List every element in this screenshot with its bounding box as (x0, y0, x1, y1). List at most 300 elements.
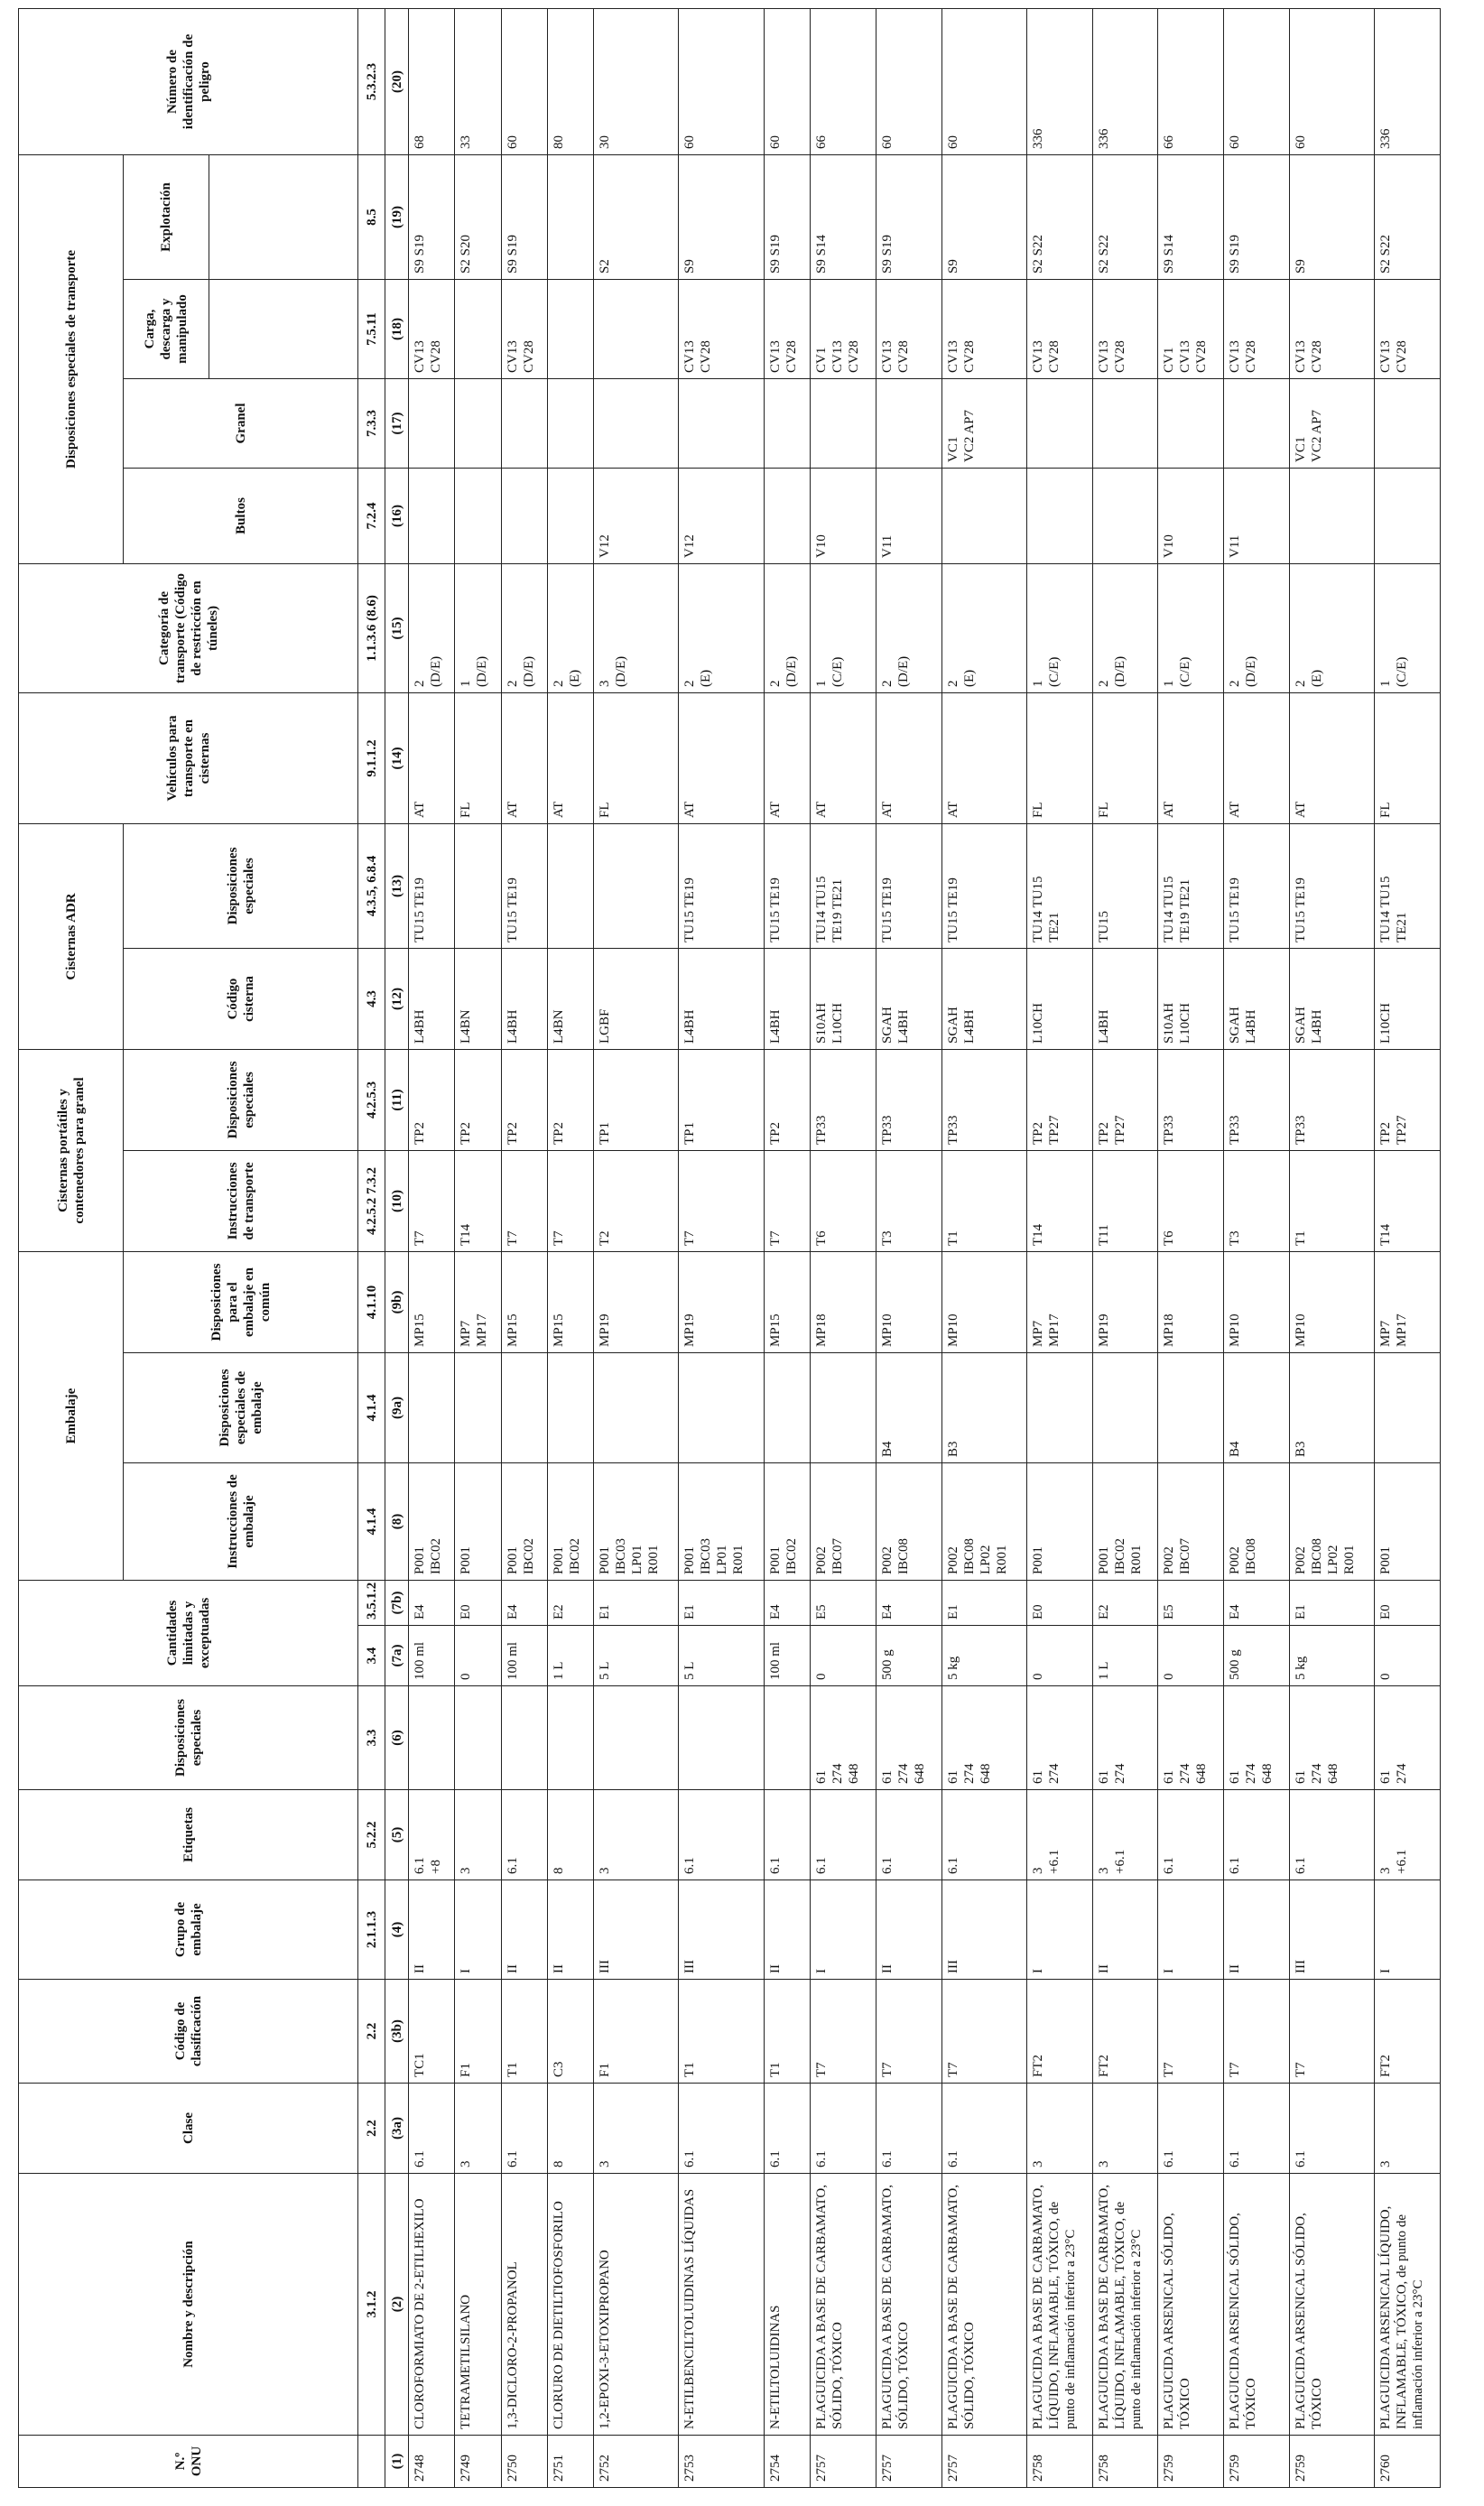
cell-cant_lim: 0 (1375, 1626, 1441, 1686)
cell-categoria: 2 (D/E) (876, 563, 941, 692)
cell-onu: 2757 (810, 2436, 876, 2488)
cell-disp_esp: 61 274 648 (1224, 1686, 1290, 1790)
column-number-nombre: (2) (385, 2174, 409, 2436)
column-number-cod_cisterna: (12) (385, 948, 409, 1049)
table-row (501, 8, 547, 2487)
cell-grupo: III (594, 1880, 679, 1980)
cell-etiquetas: 3 +6.1 (1026, 1790, 1092, 1880)
reference-disp_comun: 4.1.10 (358, 1252, 385, 1353)
cell-disp_adr: TU15 TE19 (679, 823, 764, 948)
cell-nombre: 1,2-EPOXI-3-ETOXIPROPANO (594, 2174, 679, 2436)
cell-cant_lim: 100 ml (501, 1626, 547, 1686)
cell-cant_exc: E4 (409, 1581, 455, 1626)
cell-nombre: PLAGUICIDA A BASE DE CARBAMATO, SÓLIDO, TÓXICO (941, 2174, 1026, 2436)
column-header-categoria-transporte: Categoría de transporte (Código de restricción en túneles) (19, 563, 358, 692)
table-row (679, 8, 764, 2487)
cell-peligro: 66 (1158, 8, 1224, 154)
cell-instr_emb: P002 IBC08 (1224, 1463, 1290, 1581)
column-header-cantidades: Cantidades limitadas y exceptuadas (19, 1581, 358, 1686)
cell-etiquetas: 6.1 (1224, 1790, 1290, 1880)
cell-vehiculos: AT (941, 692, 1026, 823)
column-header-onu: N.º ONU (19, 2436, 358, 2488)
cell-bultos (547, 468, 593, 563)
table-row (1158, 8, 1224, 2487)
reference-peligro: 5.3.2.3 (358, 8, 385, 154)
cell-clase: 6.1 (409, 2084, 455, 2174)
cell-explotacion: S9 S19 (764, 154, 810, 279)
reference-disp_adr: 4.3.5, 6.8.4 (358, 823, 385, 948)
cell-disp_comun: MP7 MP17 (455, 1252, 501, 1353)
table-row (941, 8, 1026, 2487)
cell-cant_lim: 5 L (679, 1626, 764, 1686)
cell-categoria: 2 (D/E) (501, 563, 547, 692)
cell-cant_lim: 0 (1026, 1626, 1092, 1686)
group-header-embalaje: Embalaje (19, 1252, 124, 1581)
cell-disp_comun: MP7 MP17 (1375, 1252, 1441, 1353)
reference-explotacion: 8.5 (358, 154, 385, 279)
reference-carga: 7.5.11 (358, 279, 385, 378)
column-number-explotacion: (19) (385, 154, 409, 279)
table-row (547, 8, 593, 2487)
cell-disp_adr: TU15 TE19 (941, 823, 1026, 948)
cell-granel (1224, 378, 1290, 468)
cell-disp_comun: MP15 (501, 1252, 547, 1353)
cell-etiquetas: 3 +6.1 (1092, 1790, 1158, 1880)
cell-clase: 6.1 (1224, 2084, 1290, 2174)
cell-onu: 2760 (1375, 2436, 1441, 2488)
cell-bultos (501, 468, 547, 563)
column-header-numero-peligro: Número de identificación de peligro (19, 8, 358, 154)
table-row (1375, 8, 1441, 2487)
column-number-carga: (18) (385, 279, 409, 378)
cell-cod_cisterna: L4BH (764, 948, 810, 1049)
cell-cant_exc: E2 (1092, 1581, 1158, 1626)
cell-explotacion: S9 S19 (1224, 154, 1290, 279)
cell-explotacion: S9 S14 (810, 154, 876, 279)
cell-carga: CV13 CV28 (679, 279, 764, 378)
cell-instr_emb: P002 IBC08 (876, 1463, 941, 1581)
cell-disp_esp: 61 274 648 (941, 1686, 1026, 1790)
cell-clase: 6.1 (941, 2084, 1026, 2174)
cell-onu: 2750 (501, 2436, 547, 2488)
group-header-disposiciones-transporte: Disposiciones especiales de transporte (19, 154, 124, 563)
cell-cod_cisterna: L4BH (409, 948, 455, 1049)
cell-bultos: V12 (594, 468, 679, 563)
cell-grupo: III (941, 1880, 1026, 1980)
cell-carga: CV13 CV28 (1026, 279, 1092, 378)
cell-instr_emb: P002 IBC08 LP02 R001 (941, 1463, 1026, 1581)
cell-instr_transp: T3 (876, 1151, 941, 1252)
cell-disp_emb: B4 (1224, 1353, 1290, 1463)
cell-disp_esp: 61 274 648 (1158, 1686, 1224, 1790)
column-number-categoria: (15) (385, 563, 409, 692)
cell-bultos: V10 (1158, 468, 1224, 563)
cell-granel (1026, 378, 1092, 468)
table-row (764, 8, 810, 2487)
cell-disp_emb (594, 1353, 679, 1463)
cell-onu: 2757 (941, 2436, 1026, 2488)
cell-clase: 3 (594, 2084, 679, 2174)
cell-granel (1158, 378, 1224, 468)
cell-codigo_clas: FT2 (1092, 1980, 1158, 2084)
cell-explotacion: S9 S14 (1158, 154, 1224, 279)
cell-disp_adr (547, 823, 593, 948)
cell-explotacion: S2 S20 (455, 154, 501, 279)
column-number-granel: (17) (385, 378, 409, 468)
cell-granel (455, 378, 501, 468)
cell-nombre: PLAGUICIDA A BASE DE CARBAMATO, SÓLIDO, TÓXICO (810, 2174, 876, 2436)
cell-nombre: PLAGUICIDA ARSENICAL SÓLIDO, TÓXICO (1158, 2174, 1224, 2436)
cell-grupo: I (1375, 1880, 1441, 1980)
cell-instr_transp: T7 (501, 1151, 547, 1252)
cell-etiquetas: 6.1 (941, 1790, 1026, 1880)
cell-cant_exc: E1 (679, 1581, 764, 1626)
cell-disp_cist: TP1 (679, 1049, 764, 1150)
cell-cod_cisterna: L4BH (679, 948, 764, 1049)
reference-vehiculos: 9.1.1.2 (358, 692, 385, 823)
cell-cant_exc: E1 (1289, 1581, 1374, 1626)
cell-granel: VC1 VC2 AP7 (941, 378, 1026, 468)
cell-vehiculos: AT (409, 692, 455, 823)
cell-instr_emb: P001 IBC03 LP01 R001 (679, 1463, 764, 1581)
cell-cod_cisterna: SGAH L4BH (876, 948, 941, 1049)
cell-grupo: I (810, 1880, 876, 1980)
reference-cod_cisterna: 4.3 (358, 948, 385, 1049)
cell-vehiculos: FL (1375, 692, 1441, 823)
column-header-etiquetas: Etiquetas (19, 1790, 358, 1880)
cell-peligro: 66 (810, 8, 876, 154)
cell-instr_emb: P001 (455, 1463, 501, 1581)
cell-disp_comun: MP7 MP17 (1026, 1252, 1092, 1353)
cell-cant_exc: E0 (1375, 1581, 1441, 1626)
cell-disp_comun: MP19 (679, 1252, 764, 1353)
cell-carga (594, 279, 679, 378)
cell-clase: 6.1 (501, 2084, 547, 2174)
cell-cod_cisterna: SGAH L4BH (941, 948, 1026, 1049)
cell-disp_emb (455, 1353, 501, 1463)
cell-granel (1092, 378, 1158, 468)
cell-cant_exc: E0 (1026, 1581, 1092, 1626)
cell-cant_lim: 0 (810, 1626, 876, 1686)
cell-disp_cist: TP2 (455, 1049, 501, 1150)
cell-explotacion: S2 S22 (1375, 154, 1441, 279)
cell-instr_transp: T1 (941, 1151, 1026, 1252)
cell-bultos (764, 468, 810, 563)
reference-categoria: 1.1.3.6 (8.6) (358, 563, 385, 692)
cell-categoria: 2 (E) (679, 563, 764, 692)
table-row (1289, 8, 1374, 2487)
cell-disp_comun: MP19 (594, 1252, 679, 1353)
cell-clase: 3 (455, 2084, 501, 2174)
column-number-instr_transp: (10) (385, 1151, 409, 1252)
cell-nombre: PLAGUICIDA A BASE DE CARBAMATO, SÓLIDO, TÓXICO (876, 2174, 941, 2436)
cell-etiquetas: 6.1 (876, 1790, 941, 1880)
cell-cod_cisterna: L4BH (501, 948, 547, 1049)
cell-onu: 2754 (764, 2436, 810, 2488)
cell-disp_emb (679, 1353, 764, 1463)
table-row (594, 8, 679, 2487)
cell-cod_cisterna: SGAH L4BH (1289, 948, 1374, 1049)
group-header-cisternas-adr: Cisternas ADR (19, 823, 124, 1049)
cell-instr_emb: P001 IBC02 (409, 1463, 455, 1581)
cell-disp_comun: MP10 (1224, 1252, 1290, 1353)
column-header-nombre: Nombre y descripción (19, 2174, 358, 2436)
cell-disp_cist: TP2 (409, 1049, 455, 1150)
cell-cant_exc: E0 (455, 1581, 501, 1626)
cell-onu: 2752 (594, 2436, 679, 2488)
cell-etiquetas: 3 (594, 1790, 679, 1880)
reference-clase: 2.2 (358, 2084, 385, 2174)
reference-disp_cist: 4.2.5.3 (358, 1049, 385, 1150)
cell-cant_lim: 500 g (1224, 1626, 1290, 1686)
cell-vehiculos: AT (764, 692, 810, 823)
column-header-carga: Carga, descarga y manipulado (124, 279, 209, 378)
cell-cod_cisterna: LGBF (594, 948, 679, 1049)
cell-cant_lim: 100 ml (764, 1626, 810, 1686)
cell-clase: 6.1 (1158, 2084, 1224, 2174)
cell-granel (876, 378, 941, 468)
column-header-explotacion: Explotación (124, 154, 209, 279)
reference-nombre: 3.1.2 (358, 2174, 385, 2436)
cell-codigo_clas: T1 (501, 1980, 547, 2084)
cell-onu: 2751 (547, 2436, 593, 2488)
cell-vehiculos: FL (594, 692, 679, 823)
cell-categoria: 1 (C/E) (810, 563, 876, 692)
reference-grupo: 2.1.1.3 (358, 1880, 385, 1980)
cell-cant_exc: E4 (501, 1581, 547, 1626)
cell-etiquetas: 6.1 (1289, 1790, 1374, 1880)
column-header-instrucciones-transporte: Instrucciones de transporte (124, 1151, 358, 1252)
column-header-granel: Granel (124, 378, 358, 468)
cell-nombre: N-ETILTOLUIDINAS (764, 2174, 810, 2436)
cell-explotacion: S9 S19 (876, 154, 941, 279)
cell-nombre: PLAGUICIDA A BASE DE CARBAMATO, LÍQUIDO, INFLAMABLE, TÓXICO, de punto de inflamación inferior a 23°C (1026, 2174, 1092, 2436)
cell-categoria: 3 (D/E) (594, 563, 679, 692)
cell-cod_cisterna: L4BH (1092, 948, 1158, 1049)
cell-vehiculos: FL (1026, 692, 1092, 823)
cell-disp_emb (1026, 1353, 1092, 1463)
cell-disp_emb (547, 1353, 593, 1463)
column-header-grupo-embalaje: Grupo de embalaje (19, 1880, 358, 1980)
cell-carga: CV1 CV13 CV28 (1158, 279, 1224, 378)
column-header-explotacion-spacer (209, 154, 358, 279)
cell-categoria: 2 (D/E) (1224, 563, 1290, 692)
reference-onu (358, 2436, 385, 2488)
cell-codigo_clas: T7 (810, 1980, 876, 2084)
cell-disp_esp: 61 274 (1092, 1686, 1158, 1790)
cell-categoria: 1 (D/E) (455, 563, 501, 692)
cell-disp_emb (1092, 1353, 1158, 1463)
cell-disp_cist: TP2 (547, 1049, 593, 1150)
cell-disp_comun: MP18 (1158, 1252, 1224, 1353)
cell-instr_emb: P001 (1375, 1463, 1441, 1581)
cell-peligro: 60 (876, 8, 941, 154)
cell-grupo: II (547, 1880, 593, 1980)
cell-disp_adr (455, 823, 501, 948)
cell-instr_transp: T14 (1026, 1151, 1092, 1252)
column-number-vehiculos: (14) (385, 692, 409, 823)
cell-disp_cist: TP2 TP27 (1092, 1049, 1158, 1150)
table-row (810, 8, 876, 2487)
cell-disp_cist: TP33 (1224, 1049, 1290, 1150)
group-header-cisternas-portatiles: Cisternas portátiles y contenedores para granel (19, 1049, 124, 1251)
column-header-carga-spacer (209, 279, 358, 378)
cell-disp_cist: TP2 TP27 (1026, 1049, 1092, 1150)
column-header-bultos: Bultos (124, 468, 358, 563)
column-header-clase: Clase (19, 2084, 358, 2174)
cell-peligro: 33 (455, 8, 501, 154)
cell-carga: CV13 CV28 (941, 279, 1026, 378)
cell-clase: 6.1 (764, 2084, 810, 2174)
cell-carga: CV1 CV13 CV28 (810, 279, 876, 378)
reference-instr_emb: 4.1.4 (358, 1463, 385, 1581)
column-number-cant_lim: (7a) (385, 1626, 409, 1686)
cell-codigo_clas: FT2 (1375, 1980, 1441, 2084)
column-header-codigo-clasificacion: Código de clasificación (19, 1980, 358, 2084)
column-number-codigo_clas: (3b) (385, 1980, 409, 2084)
cell-disp_adr: TU14 TU15 TE19 TE21 (810, 823, 876, 948)
cell-cod_cisterna: S10AH L10CH (1158, 948, 1224, 1049)
cell-onu: 2753 (679, 2436, 764, 2488)
cell-etiquetas: 6.1 (764, 1790, 810, 1880)
cell-instr_emb: P001 IBC02 R001 (1092, 1463, 1158, 1581)
cell-granel (679, 378, 764, 468)
cell-vehiculos: AT (810, 692, 876, 823)
cell-grupo: II (1092, 1880, 1158, 1980)
cell-etiquetas: 3 (455, 1790, 501, 1880)
cell-granel (594, 378, 679, 468)
cell-vehiculos: AT (501, 692, 547, 823)
cell-etiquetas: 6.1 (1158, 1790, 1224, 1880)
dangerous-goods-table (18, 8, 1441, 2488)
cell-instr_transp: T14 (1375, 1151, 1441, 1252)
cell-vehiculos: AT (1224, 692, 1290, 823)
cell-disp_emb (409, 1353, 455, 1463)
column-number-instr_emb: (8) (385, 1463, 409, 1581)
cell-etiquetas: 8 (547, 1790, 593, 1880)
cell-vehiculos: AT (1289, 692, 1374, 823)
cell-instr_emb: P002 IBC07 (810, 1463, 876, 1581)
cell-categoria: 2 (E) (1289, 563, 1374, 692)
cell-clase: 3 (1375, 2084, 1441, 2174)
cell-grupo: I (1158, 1880, 1224, 1980)
cell-grupo: II (409, 1880, 455, 1980)
column-number-onu: (1) (385, 2436, 409, 2488)
cell-cant_exc: E1 (941, 1581, 1026, 1626)
cell-granel (547, 378, 593, 468)
cell-categoria: 2 (E) (547, 563, 593, 692)
cell-granel (1375, 378, 1441, 468)
cell-disp_esp (764, 1686, 810, 1790)
cell-clase: 3 (1026, 2084, 1092, 2174)
cell-disp_esp: 61 274 (1375, 1686, 1441, 1790)
cell-cod_cisterna: S10AH L10CH (810, 948, 876, 1049)
cell-carga: CV13 CV28 (1092, 279, 1158, 378)
cell-disp_emb: B4 (876, 1353, 941, 1463)
cell-categoria: 2 (D/E) (764, 563, 810, 692)
cell-carga: CV13 CV28 (501, 279, 547, 378)
cell-bultos (1026, 468, 1092, 563)
column-number-disp_cist: (11) (385, 1049, 409, 1150)
cell-cant_exc: E4 (1224, 1581, 1290, 1626)
column-number-grupo: (4) (385, 1880, 409, 1980)
cell-onu: 2758 (1026, 2436, 1092, 2488)
cell-codigo_clas: T7 (1224, 1980, 1290, 2084)
cell-codigo_clas: F1 (594, 1980, 679, 2084)
cell-nombre: PLAGUICIDA ARSENICAL SÓLIDO, TÓXICO (1289, 2174, 1374, 2436)
reference-bultos: 7.2.4 (358, 468, 385, 563)
cell-disp_emb: B3 (1289, 1353, 1374, 1463)
table-row (1224, 8, 1290, 2487)
cell-etiquetas: 6.1 (679, 1790, 764, 1880)
cell-explotacion: S9 (1289, 154, 1374, 279)
cell-peligro: 336 (1092, 8, 1158, 154)
cell-cant_exc: E2 (547, 1581, 593, 1626)
cell-cant_exc: E4 (764, 1581, 810, 1626)
cell-cant_exc: E1 (594, 1581, 679, 1626)
cell-grupo: II (764, 1880, 810, 1980)
reference-cant_lim: 3.4 (358, 1626, 385, 1686)
cell-carga: CV13 CV28 (1375, 279, 1441, 378)
cell-bultos (409, 468, 455, 563)
cell-onu: 2759 (1158, 2436, 1224, 2488)
cell-instr_transp: T11 (1092, 1151, 1158, 1252)
cell-onu: 2759 (1289, 2436, 1374, 2488)
column-number-etiquetas: (5) (385, 1790, 409, 1880)
cell-disp_comun: MP10 (941, 1252, 1026, 1353)
reference-codigo_clas: 2.2 (358, 1980, 385, 2084)
cell-bultos (1092, 468, 1158, 563)
cell-instr_emb: P001 IBC02 (764, 1463, 810, 1581)
column-header-vehiculos: Vehículos para transporte en cisternas (19, 692, 358, 823)
cell-grupo: II (876, 1880, 941, 1980)
cell-granel (501, 378, 547, 468)
cell-nombre: TETRAMETILSILANO (455, 2174, 501, 2436)
cell-vehiculos: AT (679, 692, 764, 823)
cell-cod_cisterna: L4BN (547, 948, 593, 1049)
cell-disp_comun: MP15 (547, 1252, 593, 1353)
cell-disp_adr: TU14 TU15 TE21 (1375, 823, 1441, 948)
column-number-disp_esp: (6) (385, 1686, 409, 1790)
table-row (876, 8, 941, 2487)
cell-clase: 8 (547, 2084, 593, 2174)
cell-onu: 2757 (876, 2436, 941, 2488)
cell-peligro: 336 (1026, 8, 1092, 154)
cell-cod_cisterna: L10CH (1026, 948, 1092, 1049)
reference-granel: 7.3.3 (358, 378, 385, 468)
cell-instr_transp: T7 (679, 1151, 764, 1252)
cell-bultos: V11 (1224, 468, 1290, 563)
cell-disp_cist: TP2 (501, 1049, 547, 1150)
reference-disp_esp: 3.3 (358, 1686, 385, 1790)
cell-granel (409, 378, 455, 468)
cell-disp_adr: TU15 TE19 (409, 823, 455, 948)
cell-disp_comun: MP10 (876, 1252, 941, 1353)
cell-onu: 2748 (409, 2436, 455, 2488)
cell-etiquetas: 3 +6.1 (1375, 1790, 1441, 1880)
cell-disp_adr: TU15 (1092, 823, 1158, 948)
cell-granel (764, 378, 810, 468)
cell-grupo: I (455, 1880, 501, 1980)
cell-disp_esp (594, 1686, 679, 1790)
cell-etiquetas: 6.1 (810, 1790, 876, 1880)
cell-disp_emb (810, 1353, 876, 1463)
cell-nombre: 1,3-DICLORO-2-PROPANOL (501, 2174, 547, 2436)
table-row (455, 8, 501, 2487)
cell-nombre: CLOROFORMIATO DE 2-ETILHEXILO (409, 2174, 455, 2436)
cell-codigo_clas: T7 (941, 1980, 1026, 2084)
cell-disp_emb (1375, 1353, 1441, 1463)
